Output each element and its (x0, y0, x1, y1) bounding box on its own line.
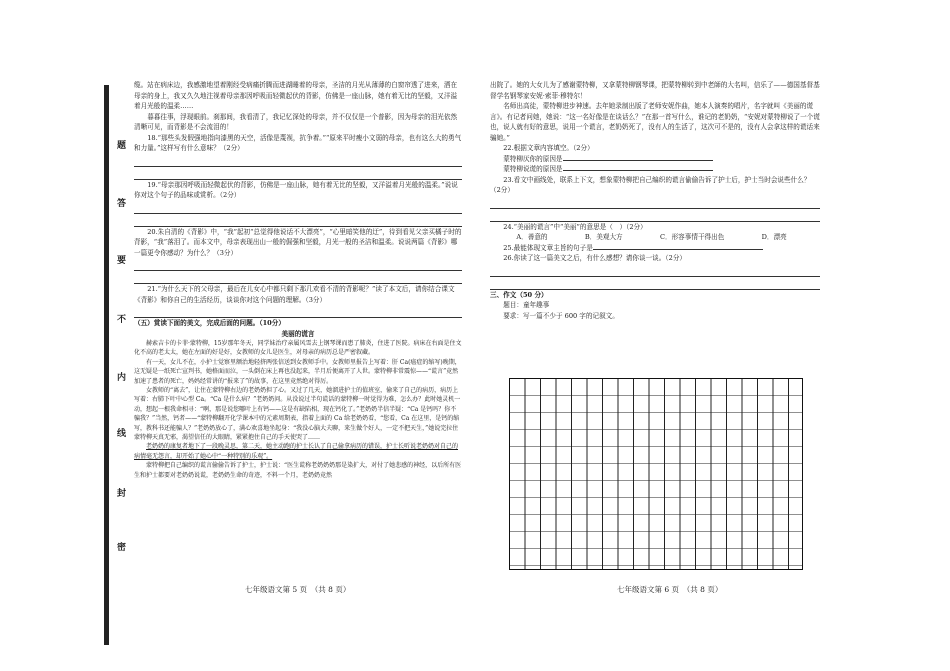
answer-line[interactable] (134, 215, 462, 227)
page-6 (490, 80, 820, 321)
answer-blank[interactable] (563, 160, 713, 161)
question-24: 24.“美丽的谎言”中“美丽”的意思是（ ）（2分） (503, 222, 647, 231)
option-c[interactable]: C．形容事情干得出色 (659, 233, 725, 241)
question-23: 23.看文中画线处，联系上下文，想象蒙特柳把自己编织的谎言偷偷告诉了护士后，护士当时会说些什么？（2分） (490, 175, 811, 194)
binding-mark: 密 (117, 543, 127, 553)
essay-requirement: 要求：写一篇不少于 600 字的记叙文。 (503, 311, 619, 320)
binding-mark: 不 (117, 315, 127, 325)
binding-mark: 题 (117, 141, 127, 151)
essay-topic: 题目：童年趣事 (503, 301, 550, 309)
story-title: 美丽的谎言 (281, 329, 315, 338)
question-19: 19.“母亲那因呼吸而轻微起伏的背影，仿佛是一座山脉，她有着无比的坚毅，又洋溢着月光般的温柔。”说说你对这个句子的品味或赏析。（2分） (134, 180, 458, 199)
answer-line[interactable] (134, 259, 462, 271)
story-paragraph: 赫索吉卡的卡菲·蒙特柳，15岁那年冬天，同学妹治疗亲属风雪去上钢琴课而患了肺炎，住进了医院。病床在右面是住文化不高的老太太，她在左面的好是好，女教师的女儿是医生，对母亲的病历总是严密叙藏。 (134, 340, 462, 357)
answer-line[interactable] (134, 272, 462, 284)
option-d[interactable]: D．漂亮 (761, 233, 787, 241)
answer-line[interactable] (490, 278, 820, 290)
option-b[interactable]: B．美观大方 (584, 233, 623, 241)
page-5 (134, 80, 462, 480)
section-heading: （五）赏读下面的美文，完成后面的问题。（10分） (134, 319, 285, 327)
question-22-blank-b (490, 164, 820, 175)
composition-grid[interactable] (509, 378, 803, 570)
binding-mark: 线 (117, 429, 127, 439)
story-paragraph: 名师出高徒，蒙特柳进步神速。去年她录制出版了老师安妮作曲，她本人演奏的唱片，名字就叫《美丽的谎言》。有记者问她，她说：“这一名好像是在谈话么？”在那一首写什么，谁记的老奶奶，“安妮对蒙特柳说了一个谎也，说人就有好的意思，说用一个谎言，老奶奶死了，没有人的生活了，这次可不是的，没有人会拿这样的谎话来骗她。” (490, 102, 820, 142)
answer-line[interactable] (490, 265, 820, 277)
question-25 (490, 243, 820, 254)
question-22-blank-a (490, 154, 820, 165)
answer-line[interactable] (134, 202, 462, 214)
binding-mark: 答 (117, 199, 127, 209)
question-20: 20.朱自清的《背影》中，“我”起初“总觉得他说话不大漂亮”，“心里暗笑他的迂”，待到看见父亲买橘子时的背影，“我”落泪了。而本文中，母亲表现出山一般的倔强和坚毅，月光一般的圣洁和温柔。说说两篇《背影》哪一篇更令你感动？为什么？（3分） (134, 227, 462, 257)
answer-line[interactable] (490, 197, 820, 209)
blank-label: 蒙特柳说谎的原因是 (503, 165, 563, 173)
answer-line[interactable] (490, 210, 820, 222)
reading-text: 暮暮往事，浮现眼前。刹那间，我看清了，我记忆深处的母亲，并不仅仅是一个普影，因为母亲的泪光依然清晰可见，而背影是不会流泪的！ (134, 112, 458, 131)
binding-line (104, 85, 109, 645)
binding-mark: 内 (117, 373, 127, 383)
question-25-text: 25.最能体现文章主旨的句子是 (503, 243, 593, 252)
option-a[interactable]: A．善意的 (516, 233, 548, 241)
question-26: 26.你读了这一篇美文之后，有什么感想？请你谈一谈。（2分） (503, 254, 687, 262)
answer-line[interactable] (134, 155, 462, 167)
story-paragraph-underlined: 老奶奶的康复者地下了一段晚灵思，第二天，她主动跑的护士长认了自己偷拿病历的错误，护士长听说老奶奶对自己的病情毫无怨言，却开始了她心中“一种特别的乐观”。 (134, 443, 459, 460)
story-paragraph: 蒙特柳把自己编织的谎言偷偷告诉了护士，护士说：“医生谎称老奶奶奶那是染扩大，对付了她悲感的神经，以后所有医生和护士都要对老奶奶说谎，老奶奶生命的奇迹，不料一个月，老奶奶竟然 (134, 462, 462, 479)
question-18: 18.“那些头发假强地指向漆黑的天空，活像是蔑视，抗争着。”“原来平时瘦小文弱的母亲，也有这么大的勇气和力量。”这样写有什么意味？（2分） (134, 133, 462, 152)
answer-blank[interactable] (593, 249, 763, 250)
question-24-options (490, 232, 820, 243)
blank-label: 蒙特柳厌你的原因是 (503, 154, 563, 163)
story-paragraph: 女教师的“离去”，让住在蒙特柳右边的老奶奶担了心。又过了几天，她溜进护士的值班室，偷来了自己的病历，病历上写着：右肺下叶中心型 Ca。“Ca 是什么病？”老奶奶问。从没说过半句谎话的蒙特柳一时觉得为难，怎么办？此时她灵机一动，想起一根我命相寻：“啊，那是说您哪叶上有钙——这是有缺陷相，现在钙化了。”老奶奶半信半疑：“Ca 是钙吗？你不骗我？”当然，钙者——“蒙特柳翻开化学课本中的元素周期表，指着上面的 Ca 给老奶奶看，“您看，Ca 在这里，是钙的缩写，教科书还能骗人？”老奶奶放心了，满心欢喜地坐起身：“我没心脑大夫聊，来生做个好人，一定不把天生，”她说完拉住蒙特柳天真无邪，渴望信任的大眼睛，紧紧抱住自己的手天使哭了…… (134, 387, 461, 442)
answer-blank[interactable] (563, 170, 713, 171)
binding-mark: 要 (117, 256, 127, 266)
page-footer: 七年级语文第 6 页 （共 8 页） (617, 585, 723, 594)
story-paragraph: 出院了。她的大女儿为了感谢蒙特柳，又拿蒙特柳钢琴课，把蒙特柳转到中老師的大名叫，信乐了——德国基督基督学名钢琴家安妮·索菲·穆特尔！ (490, 81, 820, 100)
reading-text: 缆。站在病床边，我感激地望着刚经受病痛折腾而进湖睡着的母亲，圣洁的月光从薄薄的白窗帘透了进来，洒在母亲的身上，我又久久地注视着母亲那因呼吸而轻微起伏的背影，仿佛是一座山脉，她有着无比的坚毅，又洋溢着月光般的温柔…… (134, 81, 458, 110)
story-paragraph: 有一天，女儿不在，小护士觉察里额治地轻挤两张信送到女教师手中。女教师里报告上写着：肝 Ca(癌症的缩写)晚期，这无疑是一纸死亡宣判书，她格面而泣，一头倒在床上再也没起来，半月后便离开了人世。蒙特柳非常震惊——“谎言”竟然加速了患者的死亡，妈妈经常讲的“报来了”的故事，在这里竟然绝对得厉。 (134, 358, 461, 385)
answer-line[interactable] (134, 306, 462, 318)
page-footer: 七年级语文第 5 页 （共 8 页） (245, 585, 351, 594)
question-22: 22.根据文章内容填空。（2分） (503, 144, 594, 152)
binding-mark: 封 (117, 489, 127, 499)
section-heading: 三、作文（50 分） (490, 290, 548, 299)
answer-line[interactable] (134, 168, 462, 180)
question-21: 21.“为什么天下的父母亲，最后在儿女心中都只剩下那几欢看不清的背影呢？”读了本文后，请你结合课文《背影》和你自己的生活经历，谈谈你对这个问题的理解。（3分） (134, 285, 455, 304)
